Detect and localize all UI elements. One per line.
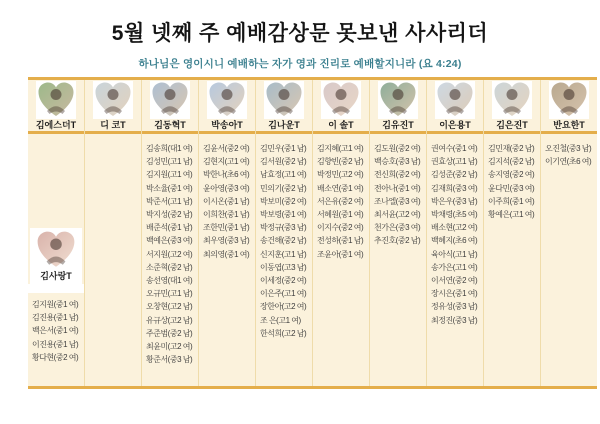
portrait-heart-icon bbox=[35, 230, 77, 270]
member-item: 전아나(중1 여) bbox=[374, 183, 421, 193]
leader-photo bbox=[207, 81, 247, 119]
leader-header bbox=[313, 80, 369, 134]
member-item: 김민재(중2 남) bbox=[488, 144, 535, 153]
member-item: 박정규(중3 남) bbox=[260, 223, 307, 233]
member-item: 배소연(중1 여) bbox=[317, 183, 364, 193]
member-list bbox=[142, 134, 198, 386]
member-item: 김성준(중2 남) bbox=[431, 170, 478, 180]
member-item: 이주희(중1 여) bbox=[488, 196, 535, 206]
portrait-heart-icon bbox=[264, 81, 304, 119]
member-item: 김도원(중2 여) bbox=[374, 144, 421, 153]
leader-name: 김나운T bbox=[268, 120, 300, 130]
member-item: 백승호(중3 남) bbox=[374, 157, 421, 167]
leader-column bbox=[540, 80, 597, 386]
leader-column bbox=[255, 80, 312, 386]
member-item: 전성하(중1 남) bbox=[317, 236, 364, 246]
member-item: 송건해(중2 남) bbox=[260, 236, 307, 246]
leader-photo bbox=[93, 81, 133, 119]
leader-header bbox=[427, 80, 483, 134]
portrait-heart-icon bbox=[435, 81, 475, 119]
leader-column bbox=[28, 80, 84, 386]
member-item: 민의기(중2 남) bbox=[260, 183, 307, 193]
scripture-subtitle: 하나님은 영이시니 예배하는 자가 영과 진리로 예배할지니라 (요 4:24) bbox=[138, 58, 462, 70]
leader-table bbox=[28, 77, 597, 389]
subleader-photo bbox=[35, 230, 77, 270]
member-item: 김윤서(중2 여) bbox=[203, 144, 250, 153]
portrait-heart-icon bbox=[36, 81, 76, 119]
member-item: 윤아영(중3 여) bbox=[203, 183, 250, 193]
portrait-heart-icon bbox=[150, 81, 190, 119]
leader-column bbox=[312, 80, 369, 386]
leader-photo bbox=[36, 81, 76, 119]
portrait-heart-icon bbox=[93, 81, 133, 119]
member-item: 박준서(고1 남) bbox=[146, 196, 193, 206]
member-item: 김진용(중1 남) bbox=[32, 313, 79, 323]
member-item: 이지수(중2 여) bbox=[317, 223, 364, 233]
member-item: 백예은(중3 여) bbox=[146, 236, 193, 246]
member-item: 황다현(중2 여) bbox=[32, 352, 79, 362]
empty-spacer bbox=[28, 142, 84, 228]
member-list bbox=[370, 134, 426, 386]
member-item: 박지성(중2 남) bbox=[146, 210, 193, 220]
member-item: 조 은(고1 여) bbox=[260, 315, 301, 325]
member-item: 송가은(고1 여) bbox=[431, 262, 478, 272]
leader-photo bbox=[150, 81, 190, 119]
portrait-heart-icon bbox=[549, 81, 589, 119]
member-item: 박은우(중3 남) bbox=[431, 196, 478, 206]
member-item: 최정진(중3 남) bbox=[431, 315, 478, 325]
member-item: 조한민(중1 남) bbox=[203, 223, 250, 233]
member-item: 박보미(중2 여) bbox=[260, 196, 307, 206]
portrait-heart-icon bbox=[207, 81, 247, 119]
member-item: 남효정(고1 여) bbox=[260, 170, 307, 180]
member-item: 오진철(중3 남) bbox=[545, 144, 592, 153]
subleader-card bbox=[30, 228, 82, 284]
member-item: 신지훈(고1 남) bbox=[260, 249, 307, 259]
member-item: 김지원(고1 여) bbox=[146, 170, 193, 180]
member-item: 최서윤(고2 여) bbox=[374, 210, 421, 220]
page-title: 5월 넷째 주 예배감상문 못보낸 사사리더 bbox=[111, 22, 489, 45]
member-item: 김지석(중2 남) bbox=[488, 157, 535, 167]
member-item: 백혜지(초6 여) bbox=[431, 236, 478, 246]
leader-name: 이 솔T bbox=[328, 120, 354, 130]
member-item: 송지영(중2 여) bbox=[488, 170, 535, 180]
leader-column bbox=[426, 80, 483, 386]
member-item: 이희찬(중1 남) bbox=[203, 210, 250, 220]
member-item: 조윤아(중1 여) bbox=[317, 249, 364, 259]
leader-photo bbox=[321, 81, 361, 119]
leader-photo bbox=[549, 81, 589, 119]
member-item: 소준혁(중2 남) bbox=[146, 262, 193, 272]
member-item: 오규민(고1 남) bbox=[146, 289, 193, 299]
leader-header bbox=[370, 80, 426, 134]
member-item: 김현지(고1 여) bbox=[203, 157, 250, 167]
member-item: 박한나(초6 여) bbox=[203, 170, 250, 180]
white-divider bbox=[28, 284, 84, 293]
portrait-heart-icon bbox=[492, 81, 532, 119]
member-item: 주준범(중2 남) bbox=[146, 328, 193, 338]
leader-name: 김동혁T bbox=[154, 120, 186, 130]
member-item: 오창현(고2 남) bbox=[146, 302, 193, 312]
leader-header bbox=[142, 80, 198, 134]
leader-photo bbox=[264, 81, 304, 119]
member-item: 박소율(중1 여) bbox=[146, 183, 193, 193]
member-item: 배소현(고2 여) bbox=[431, 223, 478, 233]
member-item: 김송희(대1 여) bbox=[146, 144, 193, 153]
leader-header bbox=[541, 80, 597, 134]
member-item: 육아식(고1 남) bbox=[431, 249, 478, 259]
member-item: 이동엽(고3 남) bbox=[260, 262, 307, 272]
member-item: 이은주(고1 여) bbox=[260, 289, 307, 299]
leader-photo bbox=[435, 81, 475, 119]
member-list bbox=[484, 134, 540, 386]
member-item: 서지원(고2 여) bbox=[146, 249, 193, 259]
leader-name: 이은용T bbox=[439, 120, 471, 130]
member-item: 유규상(고2 남) bbox=[146, 315, 193, 325]
leader-header bbox=[484, 80, 540, 134]
leader-name: 김은진T bbox=[496, 120, 528, 130]
portrait-heart-icon bbox=[321, 81, 361, 119]
member-list bbox=[313, 134, 369, 386]
member-item: 김지혜(고1 여) bbox=[317, 144, 364, 153]
member-item: 김성민(고1 남) bbox=[146, 157, 193, 167]
member-item: 황준서(중3 남) bbox=[146, 355, 193, 365]
subleader-name: 김사랑T bbox=[40, 271, 72, 281]
leader-header bbox=[199, 80, 255, 134]
member-item: 송선영(대1 여) bbox=[146, 276, 193, 286]
leader-name: 김유진T bbox=[382, 120, 414, 130]
member-item: 최윤미(고2 여) bbox=[146, 342, 193, 352]
member-item: 권여수(중1 여) bbox=[431, 144, 478, 153]
member-list bbox=[28, 134, 84, 386]
member-item: 조나엘(중3 여) bbox=[374, 196, 421, 206]
leader-name: 김에스더T bbox=[35, 120, 77, 130]
member-item: 서은유(중2 여) bbox=[317, 196, 364, 206]
member-item: 배준석(중1 남) bbox=[146, 223, 193, 233]
leader-column bbox=[84, 80, 141, 386]
member-item: 정유성(중3 남) bbox=[431, 302, 478, 312]
leader-name: 박송아T bbox=[211, 120, 243, 130]
member-item: 김지원(중1 여) bbox=[32, 300, 79, 309]
leader-header bbox=[85, 80, 141, 134]
member-item: 이서연(중2 여) bbox=[431, 276, 478, 286]
member-item: 이기연(초6 여) bbox=[545, 157, 592, 167]
member-list bbox=[427, 134, 483, 386]
member-item: 천가은(중3 여) bbox=[374, 223, 421, 233]
member-item: 권효상(고1 남) bbox=[431, 157, 478, 167]
leader-column bbox=[141, 80, 198, 386]
leader-column bbox=[198, 80, 255, 386]
member-item: 추진호(중2 남) bbox=[374, 236, 421, 246]
leader-name: 디 코T bbox=[100, 120, 126, 130]
member-item: 박정민(고2 여) bbox=[317, 170, 364, 180]
member-item: 최의영(중1 여) bbox=[203, 249, 250, 259]
leader-header bbox=[28, 80, 84, 134]
member-item: 최우영(중3 남) bbox=[203, 236, 250, 246]
member-item: 윤다민(중3 여) bbox=[488, 183, 535, 193]
leader-photo bbox=[378, 81, 418, 119]
member-item: 이세정(중2 여) bbox=[260, 276, 307, 286]
leader-column bbox=[483, 80, 540, 386]
member-item: 박채령(초5 여) bbox=[431, 210, 478, 220]
leader-photo bbox=[492, 81, 532, 119]
member-item: 황예은(고1 여) bbox=[488, 210, 535, 220]
leader-header bbox=[256, 80, 312, 134]
member-list bbox=[199, 134, 255, 386]
member-item: 전신희(중2 여) bbox=[374, 170, 421, 180]
member-item: 김민우(중1 남) bbox=[260, 144, 307, 153]
member-list bbox=[85, 134, 141, 386]
member-list bbox=[256, 134, 312, 386]
member-item: 서혜원(중1 여) bbox=[317, 210, 364, 220]
member-item: 김서원(중2 남) bbox=[260, 157, 307, 167]
member-item: 박보령(중1 여) bbox=[260, 210, 307, 220]
member-item: 김재희(중3 여) bbox=[431, 183, 478, 193]
member-item: 장한아(고2 여) bbox=[260, 302, 307, 312]
leader-name: 반요한T bbox=[553, 120, 585, 130]
member-item: 백은서(중1 여) bbox=[32, 326, 79, 336]
member-item: 이시온(중1 남) bbox=[203, 196, 250, 206]
member-item: 한석희(고2 남) bbox=[260, 328, 307, 338]
member-item: 이진용(중1 남) bbox=[32, 339, 79, 349]
member-item: 장시은(중1 여) bbox=[431, 289, 478, 299]
member-item: 김향빈(중2 남) bbox=[317, 157, 364, 167]
member-list bbox=[541, 134, 597, 386]
portrait-heart-icon bbox=[378, 81, 418, 119]
leader-column bbox=[369, 80, 426, 386]
